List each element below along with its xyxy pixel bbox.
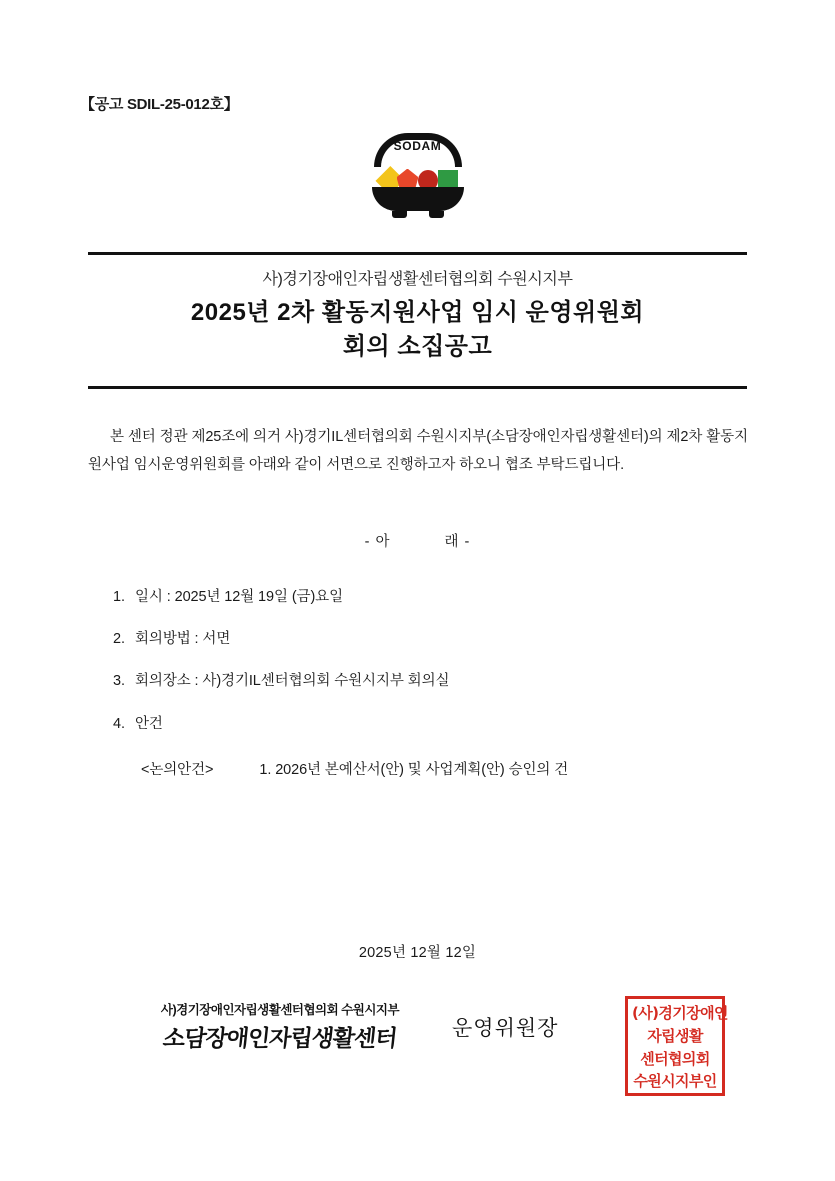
page-title — [88, 296, 747, 364]
logo-container — [0, 133, 835, 219]
arae-left: - 아 — [364, 534, 391, 550]
organization-line: 사)경기장애인자립생활센터협의회 수원시지부 — [262, 271, 573, 288]
list-item-number: 2. — [113, 631, 125, 648]
bowl-shape-icon — [372, 187, 464, 211]
list-item-label: 안건 — [135, 715, 163, 732]
agenda-list — [113, 586, 773, 779]
list-item — [113, 628, 773, 651]
arae-label — [0, 530, 835, 551]
signature-org-small: 사)경기장애인자립생활센터협의회 수원시지부 — [160, 1003, 400, 1017]
document-date: 2025년 12월 12일 — [358, 945, 477, 961]
bowl-feet-icon — [392, 211, 444, 218]
seal-line-1: (사)경기장애인 — [632, 1004, 728, 1022]
title-line-1: 2025년 2차 활동지원사업 임시 운영위원회 — [190, 299, 645, 326]
sub-agenda-label: 1. 2026년 본예산서(안) 및 사업계획(안) 승인의 건 — [259, 761, 569, 778]
title-block — [88, 266, 747, 364]
divider-bottom — [88, 386, 747, 389]
official-seal — [625, 996, 728, 1096]
sub-agenda-item — [141, 758, 773, 779]
seal-line-2: 자립생활 — [647, 1026, 703, 1045]
seal-line-4: 수원시지부인 — [633, 1072, 717, 1091]
arae-right: 래 - — [444, 534, 471, 550]
list-item — [113, 586, 773, 609]
divider-top — [88, 252, 747, 255]
list-item — [113, 713, 773, 736]
seal-line-3: 센터협의회 — [640, 1049, 710, 1068]
list-item — [113, 670, 773, 693]
list-item-label: 일시 : 2025년 12월 19일 (금)요일 — [135, 589, 343, 605]
sub-agenda-tag: <논의안건> — [141, 761, 214, 778]
notice-number: 【공고 SDIL-25-012호】 — [80, 96, 239, 113]
logo-wordmark: SODAM — [393, 139, 442, 153]
sodam-bowl-logo — [366, 133, 470, 219]
body-paragraph: 본 센터 정관 제25조에 의거 사)경기IL센터협의회 수원시지부(소담장애인자립생활센터)의 제2차 활동지원사업 임시운영위원회를 아래와 같이 서면으로 진행하고자 하오니 협조 부탁드립니다. — [88, 429, 748, 474]
list-item-number: 1. — [113, 589, 125, 605]
list-item-label: 회의장소 : 사)경기IL센터협의회 수원시지부 회의실 — [135, 673, 450, 690]
signature-org-big: 소담장애인자립생활센터 — [161, 1026, 398, 1052]
list-item-label: 회의방법 : 서면 — [135, 631, 231, 648]
title-line-2: 회의 소집공고 — [342, 333, 493, 361]
signature-organization — [150, 1000, 410, 1053]
list-item-number: 4. — [113, 715, 125, 732]
signature-role: 운영위원장 — [452, 1017, 559, 1040]
list-item-number: 3. — [113, 673, 125, 690]
